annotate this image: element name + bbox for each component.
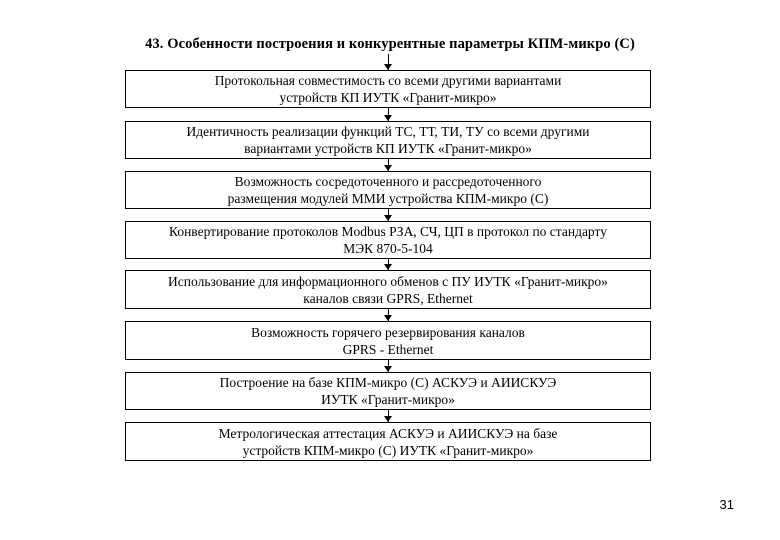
feature-box-5-line-1: Использование для информационного обменов с ПУ ИУТК «Гранит-микро» bbox=[168, 273, 608, 289]
feature-box-1 bbox=[125, 70, 651, 108]
feature-box-4-line-1: Конвертирование протоколов Modbus РЗА, СЧ, ЦП в протокол по стандарту bbox=[169, 224, 607, 239]
feature-box-7-line-2: ИУТК «Гранит-микро» bbox=[321, 392, 455, 407]
feature-box-6 bbox=[125, 321, 651, 360]
page-number: 31 bbox=[719, 497, 734, 512]
feature-box-8 bbox=[125, 422, 651, 461]
feature-box-4 bbox=[125, 221, 651, 259]
page-title: 43. Особенности построения и конкурентные параметры КПМ-микро (С) bbox=[145, 36, 635, 52]
feature-box-4-line-2: МЭК 870-5-104 bbox=[343, 241, 433, 256]
feature-box-8-line-2: устройств КПМ-микро (С) ИУТК «Гранит-микро» bbox=[242, 442, 534, 458]
feature-box-6-line-1: Возможность горячего резервирования каналов bbox=[251, 324, 525, 340]
feature-box-8-line-1: Метрологическая аттестация АСКУЭ и АИИСКУЭ на базе bbox=[218, 425, 558, 441]
feature-box-2 bbox=[125, 121, 651, 159]
feature-box-3 bbox=[125, 171, 651, 209]
feature-box-1-line-2: устройств КП ИУТК «Гранит-микро» bbox=[279, 90, 497, 105]
feature-box-3-line-1: Возможность сосредоточенного и рассредоточенного bbox=[234, 174, 542, 189]
feature-box-7 bbox=[125, 372, 651, 410]
feature-box-7-line-1: Построение на базе КПМ-микро (С) АСКУЭ и АИИСКУЭ bbox=[219, 375, 557, 390]
feature-box-2-line-2: вариантами устройств КП ИУТК «Гранит-микро» bbox=[244, 141, 532, 156]
feature-box-2-line-1: Идентичность реализации функций ТС, ТТ, ТИ, ТУ со всеми другими bbox=[186, 124, 590, 139]
feature-box-5 bbox=[125, 270, 651, 309]
feature-box-3-line-2: размещения модулей ММИ устройства КПМ-микро (С) bbox=[227, 191, 549, 206]
feature-box-1-line-1: Протокольная совместимость со всеми другими вариантами bbox=[214, 73, 562, 88]
feature-box-5-line-2: каналов связи GPRS, Ethernet bbox=[303, 290, 473, 306]
feature-box-6-line-2: GPRS - Ethernet bbox=[342, 341, 434, 357]
